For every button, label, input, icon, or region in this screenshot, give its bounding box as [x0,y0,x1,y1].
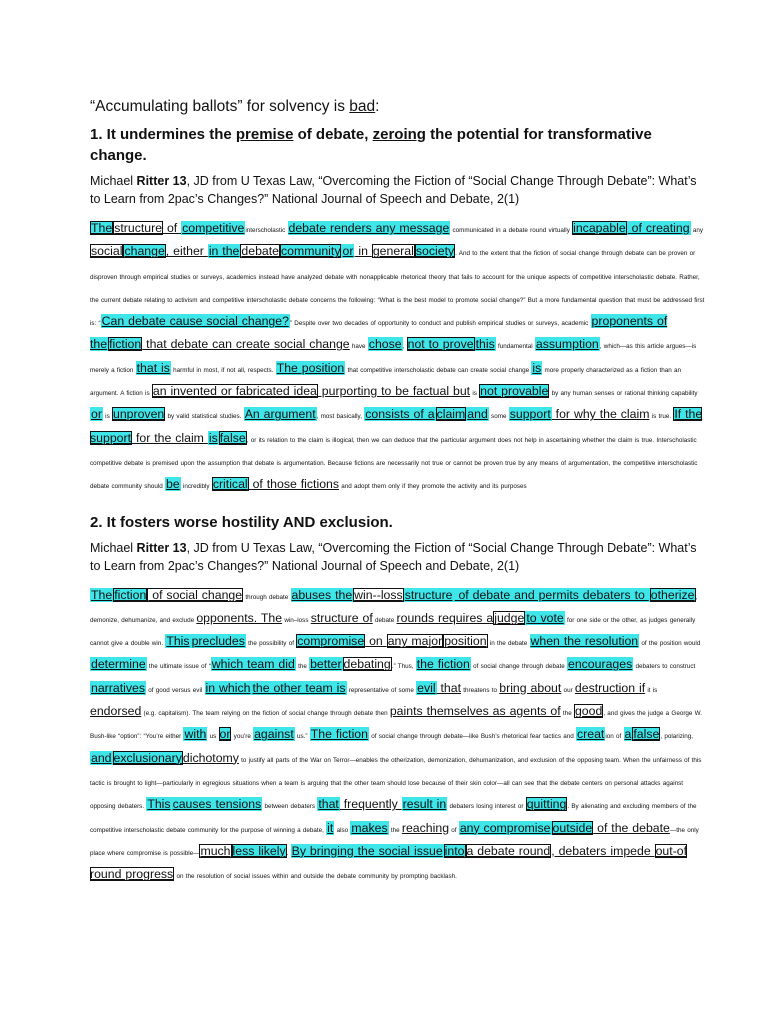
card-text: between debaters [262,803,318,811]
card-text: less likely [232,843,286,858]
card-text: social [91,244,123,259]
citation-1 [90,172,708,208]
card-text: the [560,710,574,718]
card-text: of the position would [639,640,701,648]
card-text: unproven [112,407,165,422]
title-bad: bad [349,98,376,115]
card-text: The [91,587,113,602]
card-text: quitting [526,797,567,812]
card-text: for the claim [132,430,208,445]
card-text: more properly characterized as a fiction than an argument. A fiction is [90,366,682,398]
evidence-card-1 [90,218,708,498]
card-text: , and gives the judge a George W. Bush-like “option”: “You’re either [90,710,703,741]
claim-1 [90,124,708,166]
card-text: to justify all parts of the War on Terror—enables the otherization, demonization, dehumanization, and exclusion of the opposing team. When the unfairness of this tactic is brought to light—particularly in egregious situations when a team is arguing that the other team should lose because of their skin color—all can see that the debate centers on personal attacks against opposing debaters. [90,756,702,811]
card-text: of [449,826,459,834]
card-text: destruction if [574,680,646,695]
card-text: out-of round progress [90,843,688,882]
title-colon: : [375,98,380,115]
card-text: that [318,797,339,812]
card-text: , demonize, dehumanize, and exclude [90,593,698,624]
card-text: an invented or fabricated idea [152,384,317,399]
card-text: purporting to be factual but [317,384,471,399]
card-text: fiction [109,337,142,352]
card-text: in the [208,244,240,259]
citation-2 [90,539,708,575]
card-text: position [444,634,487,649]
card-text: The [91,221,113,235]
card-text: chose [368,337,402,352]
card-text: through debate [243,593,291,601]
claim-2 [90,512,708,533]
card-text: is [532,360,542,375]
card-text: some [488,413,509,421]
card-text: interscholastic [245,227,288,234]
card-text: or [91,407,102,422]
card-text: this [475,337,495,352]
card-text: for [551,407,571,422]
card-text: rounds requires a [396,610,494,625]
citation-source: , JD from U Texas Law, “Overcoming the Fiction of “Social Change Through Debate”: What’s to Learn from 2pac’s Changes?” National Journal of Speech and Debate, 2(1) [90,540,697,573]
card-text: any major [387,634,443,649]
card-text: —the only place where compromise is possible— [90,826,699,857]
card-text: , most basically, [316,413,365,421]
card-text: change [124,244,165,259]
card-text: debaters losing interest or [447,803,526,811]
evidence-card-2 [90,585,708,888]
card-text: in the debate [487,640,530,648]
card-text: a debate round [466,843,551,858]
claim-1-premise: premise [235,126,294,143]
page-title [90,96,708,118]
card-text: community [281,244,341,259]
card-text: dichotomy [182,750,239,765]
card-text: and adopt them only if they promote the activity and its purposes [339,483,527,491]
card-text: debate renders any message [288,221,450,235]
card-text: false [633,727,660,742]
card-text: with [184,727,207,742]
card-text: the ultimate issue of “ [146,663,211,671]
card-text: of [163,221,182,235]
card-text: is true. [649,413,674,421]
card-text: on the resolution of social issues within and outside the debate community by prompting backlash. [174,873,457,881]
card-text: of creating [627,221,690,235]
card-text: , [402,343,407,351]
card-text: outside [552,820,593,835]
card-text: which team did [211,657,295,672]
card-text: harmful in most, if not all, respects. [170,366,276,374]
card-text: paints themselves as agents of [389,704,561,719]
card-text: structure [114,221,163,235]
card-text: .” Thus, [391,663,416,671]
card-text: a [624,727,632,742]
card-text: , debaters impede [551,843,655,858]
card-text: structure [404,587,453,602]
card-text: representative of some [346,686,417,694]
card-text: is [470,390,480,398]
card-text: creat [577,727,605,742]
card-text: by valid statistical studies. [165,413,244,421]
card-text: reaching [401,820,450,835]
card-text: on [365,634,387,649]
card-text: in which [205,680,251,695]
claim-2-text: 2. It fosters worse hostility AND exclusion. [90,513,393,531]
claim-1-text: of debate, [293,126,373,143]
card-text: debate [241,244,280,259]
card-text: general [372,244,414,259]
card-text: is [208,430,218,445]
card-text: causes tensions [172,797,262,812]
card-text: compromise [297,634,365,649]
citation-source: , JD from U Texas Law, “Overcoming the Fiction of “Social Change Through Debate”: What’s to Learn from 2pac’s Changes?” National Journal of Speech and Debate, 2(1) [90,174,697,206]
card-text: narratives [91,680,145,695]
card-text: of those fictions [248,477,340,492]
card-text: against [254,727,294,742]
card-text: , polarizing, [660,733,694,741]
card-text: abuses the [291,587,353,602]
card-text: This [166,634,190,649]
card-text: that is [136,360,170,375]
card-text: otherize [650,587,695,602]
card-text: much [200,843,231,858]
card-text: makes [351,820,388,835]
card-text: better [310,657,342,672]
card-text: that [436,680,461,695]
card-text: any compromise [459,820,551,835]
citation-author-year: Ritter 13 [136,174,187,188]
card-text: structure of [310,610,373,625]
card-text: ” Despite over two decades of opportunity to conduct and publish empirical studies or surveys, academic [289,320,591,328]
card-text: not to prove [407,337,474,352]
card-text: Can debate cause social change? [101,314,289,329]
card-text: that competitive interscholastic debate can create social change [345,366,532,374]
card-text: of good versus evil [146,686,205,694]
card-text: threatens to [461,686,500,694]
card-text: precludes [191,634,245,649]
card-text: The position [276,360,345,375]
card-text: it is [645,686,658,694]
citation-author: Michael [90,174,137,188]
card-text: This [147,797,171,812]
card-text: of social change [148,587,243,602]
card-text: and [91,750,112,765]
card-text: us [207,733,219,741]
card-text: determine [91,657,146,672]
card-text: support [509,407,551,422]
card-text: or [219,727,231,742]
card-text: . [286,849,291,857]
card-text: good [574,704,603,719]
card-text: (e.g. capitalism). The team relying on the fiction of social change through debate then [141,710,390,718]
card-text: claim [436,407,466,422]
card-text: critical [212,477,248,492]
card-text: in [354,244,372,259]
card-text: of debate and permits debaters to [454,587,649,602]
card-text: debating [343,657,391,672]
card-text: judge [494,610,525,625]
card-text: the [295,663,310,671]
card-text: the fiction [416,657,470,672]
card-text: communicated in a debate round virtually [450,227,573,234]
card-text: The fiction [310,727,368,742]
card-text: of the debate [593,820,670,835]
card-text: the [388,826,402,834]
card-text: encourages [567,657,633,672]
card-text: , either [165,244,208,259]
card-text: us.” [294,733,310,741]
card-text: consists of a [365,407,435,422]
card-text: . By alienating and excluding members of the competitive interscholastic debate community for the purpose of winning a debate, [90,803,697,834]
card-text: for one side or the other, as judges generally cannot give a double win. [90,616,696,648]
card-text: , or its relation to the claim is illogical, then we can deduce that the particular argument does not help in ascertaining whether the claim is true. Interscholastic competitive debate is premised upon the assumption that debate is argumentation. Because fictions are necessarily not true or cannot be proven true by any means of argumentation, the competitive interscholastic debate community should [90,436,698,491]
card-text: why the claim [570,407,650,422]
card-text: . And to the extent that the fiction of social change through debate can be proven or disproven through empirical studies or surveys, academics instead have analyzed debate with nonapplicable rhetorical theory that fails to account for the unique aspects of competitive interscholastic debate. Rather, the current debate relating to activism and competitive interscholastic debate concerns the following: “What is the best model to promote social change?” But a more fundamental question that must be addressed first is: “ [90,250,705,328]
card-text: it [327,820,334,835]
citation-author: Michael [90,540,137,555]
card-text: be [166,477,180,492]
card-text: win–loss [282,616,311,624]
claim-1-text: the potential for transformative change. [90,126,652,164]
card-text: By bringing the social issue [291,843,443,858]
claim-1-zeroing: zeroing [372,126,426,143]
card-text: incapable [573,221,626,235]
card-text: any [690,227,703,234]
card-text: and [467,407,488,422]
card-text: bring about [499,680,562,695]
card-text: ion of [605,733,624,741]
card-text: assumption [535,337,599,352]
card-text: or [342,244,354,259]
card-text: frequently [339,797,402,812]
card-text: also [334,826,351,834]
card-text: result in [402,797,447,812]
card-text: of social change through debate [470,663,567,671]
card-text: fiction [114,587,147,602]
card-text: not provable [480,384,549,399]
card-text: opponents. The [196,610,283,625]
card-text: win--loss [354,587,403,602]
card-text: incredibly [180,483,212,491]
card-text: into [444,843,465,858]
card-text: our [561,686,575,694]
card-text: debaters to construct [633,663,696,671]
card-text: is [102,413,112,421]
card-text: competitive [182,221,245,235]
card-text: society [415,244,455,259]
card-text: of social change through debate—like Bush’s rhetorical fear tactics and [368,733,576,741]
card-text: have [349,343,368,351]
claim-1-text: 1. It undermines the [90,126,236,143]
card-text: by any human senses or rational thinking capability [549,390,698,398]
card-text: If the support [90,407,703,445]
card-text: endorsed [90,704,142,719]
card-text: An argument [244,407,316,422]
card-text: the possibility of [245,640,297,648]
title-text: “Accumulating ballots” for solvency is [90,98,350,115]
card-text: proponents of the [90,314,668,352]
card-text: debate [372,616,397,624]
card-text: , which—as this article argues—is merely a fiction [90,343,697,374]
card-text: fundamental [495,343,535,351]
card-text: false [219,430,246,445]
card-text: to vote [526,610,564,625]
card-text: when the resolution [530,634,639,649]
card-text: evil [417,680,436,695]
card-text: the other team is [252,680,346,695]
card-text: you’re [231,733,254,741]
card-text: exclusionary [113,750,182,765]
card-text: that debate can create social change [142,337,350,352]
citation-author-year: Ritter 13 [136,540,187,555]
